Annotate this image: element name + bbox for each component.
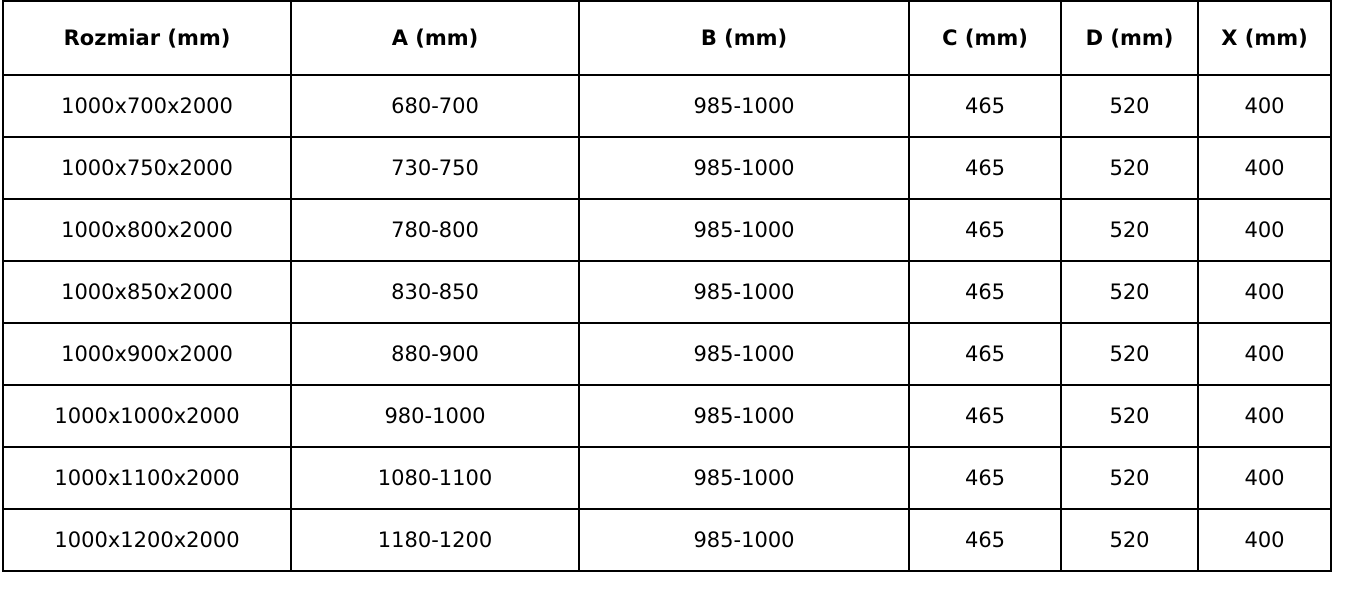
table-header-row <box>3 1 1331 75</box>
cell-x: 400 <box>1198 509 1331 571</box>
cell-c: 465 <box>909 137 1061 199</box>
cell-rozmiar: 1000x1200x2000 <box>3 509 291 571</box>
cell-a: 980-1000 <box>291 385 579 447</box>
column-header-c: C (mm) <box>909 1 1061 75</box>
cell-x: 400 <box>1198 199 1331 261</box>
cell-a: 830-850 <box>291 261 579 323</box>
cell-c: 465 <box>909 75 1061 137</box>
cell-c: 465 <box>909 385 1061 447</box>
table-row <box>3 385 1331 447</box>
cell-x: 400 <box>1198 447 1331 509</box>
cell-d: 520 <box>1061 385 1198 447</box>
table-row <box>3 75 1331 137</box>
dimensions-table <box>2 0 1332 572</box>
cell-d: 520 <box>1061 137 1198 199</box>
table-row <box>3 509 1331 571</box>
cell-b: 985-1000 <box>579 261 909 323</box>
cell-d: 520 <box>1061 261 1198 323</box>
cell-a: 1080-1100 <box>291 447 579 509</box>
cell-b: 985-1000 <box>579 323 909 385</box>
cell-rozmiar: 1000x700x2000 <box>3 75 291 137</box>
cell-d: 520 <box>1061 447 1198 509</box>
table-header <box>3 1 1331 75</box>
column-header-x: X (mm) <box>1198 1 1331 75</box>
cell-b: 985-1000 <box>579 199 909 261</box>
cell-a: 780-800 <box>291 199 579 261</box>
cell-d: 520 <box>1061 509 1198 571</box>
cell-rozmiar: 1000x1100x2000 <box>3 447 291 509</box>
cell-c: 465 <box>909 323 1061 385</box>
cell-a: 730-750 <box>291 137 579 199</box>
cell-x: 400 <box>1198 323 1331 385</box>
cell-a: 880-900 <box>291 323 579 385</box>
cell-x: 400 <box>1198 137 1331 199</box>
column-header-b: B (mm) <box>579 1 909 75</box>
cell-d: 520 <box>1061 323 1198 385</box>
cell-d: 520 <box>1061 199 1198 261</box>
table-body <box>3 75 1331 571</box>
cell-c: 465 <box>909 447 1061 509</box>
cell-rozmiar: 1000x900x2000 <box>3 323 291 385</box>
cell-a: 680-700 <box>291 75 579 137</box>
table-row <box>3 447 1331 509</box>
cell-b: 985-1000 <box>579 509 909 571</box>
cell-rozmiar: 1000x750x2000 <box>3 137 291 199</box>
cell-c: 465 <box>909 509 1061 571</box>
column-header-a: A (mm) <box>291 1 579 75</box>
cell-rozmiar: 1000x1000x2000 <box>3 385 291 447</box>
cell-b: 985-1000 <box>579 447 909 509</box>
cell-x: 400 <box>1198 385 1331 447</box>
column-header-rozmiar: Rozmiar (mm) <box>3 1 291 75</box>
cell-rozmiar: 1000x850x2000 <box>3 261 291 323</box>
table-row <box>3 323 1331 385</box>
cell-b: 985-1000 <box>579 385 909 447</box>
cell-rozmiar: 1000x800x2000 <box>3 199 291 261</box>
table-row <box>3 261 1331 323</box>
column-header-d: D (mm) <box>1061 1 1198 75</box>
cell-x: 400 <box>1198 261 1331 323</box>
table-row <box>3 137 1331 199</box>
table-row <box>3 199 1331 261</box>
cell-b: 985-1000 <box>579 75 909 137</box>
cell-b: 985-1000 <box>579 137 909 199</box>
cell-d: 520 <box>1061 75 1198 137</box>
cell-x: 400 <box>1198 75 1331 137</box>
cell-c: 465 <box>909 261 1061 323</box>
cell-a: 1180-1200 <box>291 509 579 571</box>
cell-c: 465 <box>909 199 1061 261</box>
